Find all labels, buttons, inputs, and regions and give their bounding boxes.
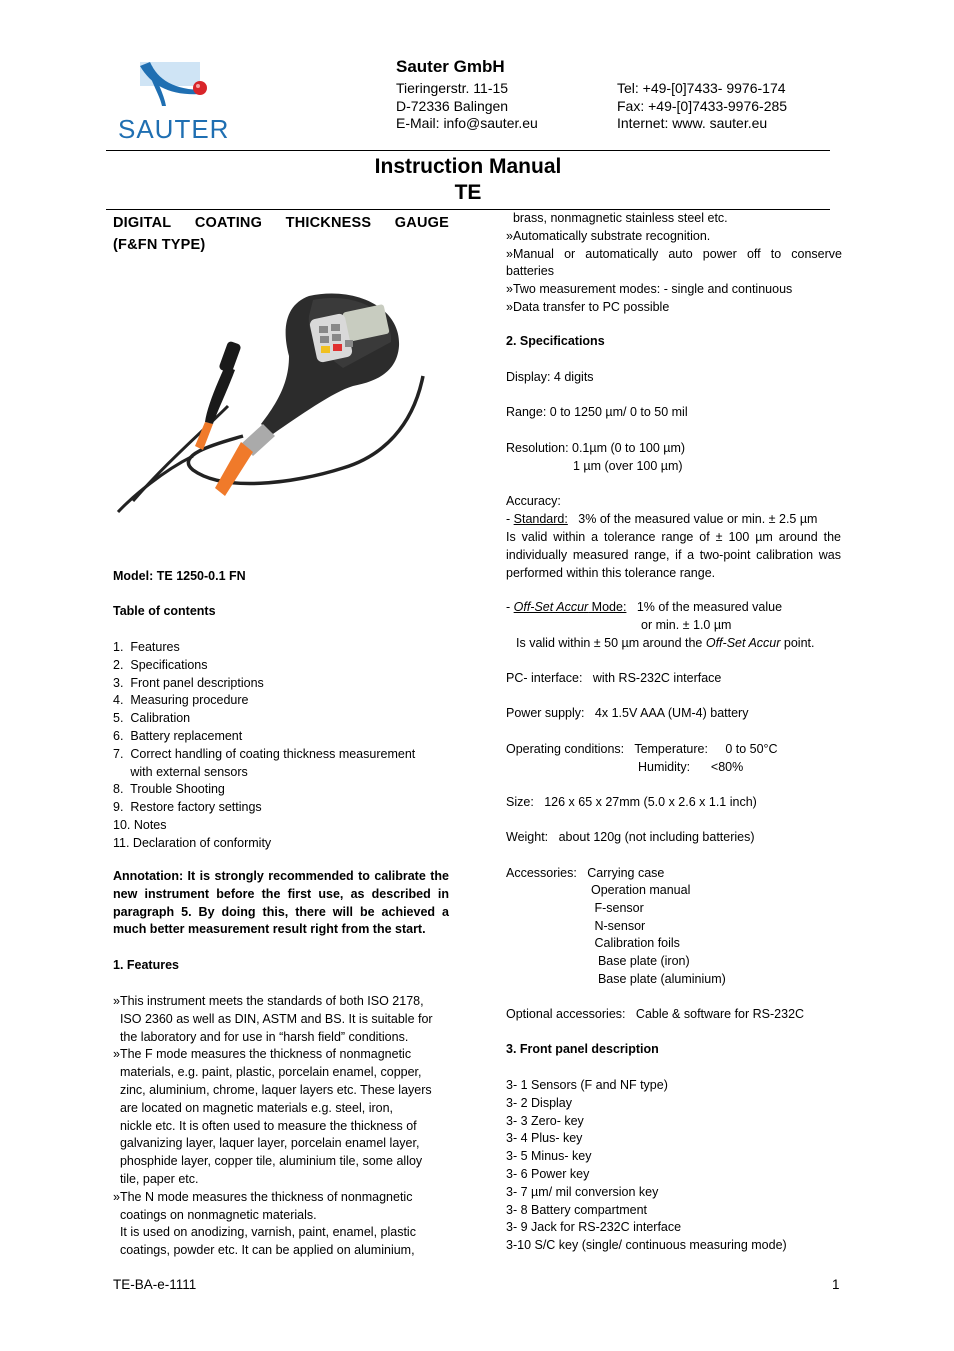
list-item: 3- 7 µm/ mil conversion key [506,1184,659,1199]
page-number: 1 [832,1277,840,1292]
list-item: 3-10 S/C key (single/ continuous measuring mode) [506,1238,787,1253]
spec-accessories: Accessories: Carrying case [506,866,665,880]
front-panel-list [506,1077,787,1255]
spec-accuracy-standard: - Standard: 3% of the measured value or min. ± 2.5 µm [506,512,818,526]
spec-accuracy-standard-desc: Is valid within a tolerance range of ± 100 µm around the individually measured range, if a two-point calibration was performed within this tolerance range. [506,530,841,580]
product-photo [113,256,449,514]
model-label: Model: TE 1250-0.1 FN [113,569,246,583]
spec-resolution: Resolution: 0.1µm (0 to 100 µm) [506,441,686,455]
table-of-contents [113,639,449,853]
list-item: 3- 4 Plus- key [506,1131,583,1146]
spec-weight: Weight: about 120g (not including batteries) [506,830,755,844]
spec-accuracy-offset: - Off-Set Accur Mode: 1% of the measured value [506,600,783,614]
toc-item[interactable]: 10. Notes [113,817,167,832]
spec-operating-conditions: Operating conditions: Temperature: 0 to 50°C [506,742,778,756]
spec-humidity: Humidity: <80% [638,760,744,774]
list-item: 3- 6 Power key [506,1166,590,1181]
toc-item[interactable]: with external sensors [113,764,248,779]
logo-text: SAUTER [118,114,230,144]
manual-subtitle: TE [454,181,482,204]
spec-pc-interface: PC- interface: with RS-232C interface [506,671,722,685]
list-item: 3- 9 Jack for RS-232C interface [506,1220,682,1235]
company-address: Tieringerstr. 11-15 D-72336 Balingen E-Mail: info@sauter.eu [396,80,538,131]
spec-range: Range: 0 to 1250 µm/ 0 to 50 mil [506,405,688,419]
sauter-logo [112,56,252,146]
features-title: 1. Features [113,958,180,972]
toc-item[interactable]: 7. Correct handling of coating thickness measurement [113,746,416,761]
spec-power-supply: Power supply: 4x 1.5V AAA (UM-4) battery [506,706,749,720]
spec-optional-accessories: Optional accessories: Cable & software for RS-232C [506,1007,805,1021]
header-rule [106,150,830,151]
company-name: Sauter GmbH [396,57,505,76]
annotation-note: Annotation: It is strongly recommended to calibrate the new instrument before the first use, as described in paragraph 5. By doing this, there will be achieved a much better measurement result right from the start. [113,869,449,937]
toc-item[interactable]: 11. Declaration of conformity [113,835,272,850]
spec-accuracy: Accuracy: [506,494,561,508]
list-item: 3- 8 Battery compartment [506,1202,648,1217]
company-contact: Tel: +49-[0]7433- 9976-174 Fax: +49-[0]7433-9976-285 Internet: www. sauter.eu [617,80,788,131]
spec-accuracy-offset-desc: Is valid within ± 50 µm around the Off-Set Accur point. [516,636,815,650]
footer-doc-id: TE-BA-e-1111 [113,1277,197,1292]
spec-display: Display: 4 digits [506,370,594,384]
spec-size: Size: 126 x 65 x 27mm (5.0 x 2.6 x 1.1 inch) [506,795,757,809]
manual-title: Instruction Manual [374,155,562,178]
spec-accuracy-offset-2: or min. ± 1.0 µm [641,618,732,632]
toc-item[interactable]: 2. Specifications [113,657,208,672]
spec-resolution-2: 1 µm (over 100 µm) [573,459,683,473]
list-item: 3- 2 Display [506,1095,572,1110]
features-continued: brass, nonmagnetic stainless steel etc. »Automatically substrate recognition. »Manual or automatically auto power off to conserve batteries »Two measurement modes: - single and continuous »Data transfer to PC possible [506,211,842,314]
accessories-list: Operation manual F-sensor N-sensor Calibration foils Base plate (iron) Base plate (aluminium) [591,883,726,986]
list-item: 3- 1 Sensors (F and NF type) [506,1078,668,1092]
toc-item[interactable]: 6. Battery replacement [113,728,243,743]
toc-item[interactable]: 3. Front panel descriptions [113,675,264,690]
toc-item[interactable]: 8. Trouble Shooting [113,782,225,797]
front-panel-title: 3. Front panel description [506,1042,659,1056]
list-item: 3- 5 Minus- key [506,1149,592,1164]
features-list: »This instrument meets the standards of both ISO 2178, ISO 2360 as well as DIN, ASTM and BS. It is suitable for the laboratory and for use in “harsh field” conditions. »The F mode measures the thickness of nonmagnetic materials, e.g. paint, plastic, porcelain enamel, copper, zinc, aluminium, chrome, laquer layers etc. These layers are located on magnetic materials e.g. steel, iron, nickle etc. It is often used to measure the thickness of galvanizing layer, laquer layer, porcelain enamel layer, phosphide layer, copper tile, aluminium tile, some alloy tile, paper etc. »The N mode measures the thickness of nonmagnetic coatings on nonmagnetic materials. It is used on anodizing, varnish, paint, enamel, plastic coatings, powder etc. It can be applied on aluminium, [113,994,433,1258]
toc-item[interactable]: 9. Restore factory settings [113,800,262,815]
specifications-title: 2. Specifications [506,334,605,348]
product-heading: DIGITAL COATING THICKNESS GAUGE (F&FN TYPE) [113,215,449,253]
toc-title: Table of contents [113,604,216,618]
toc-item[interactable]: 5. Calibration [113,711,191,726]
list-item: 3- 3 Zero- key [506,1113,584,1128]
toc-item[interactable]: 1. Features [113,640,180,654]
toc-item[interactable]: 4. Measuring procedure [113,693,249,708]
